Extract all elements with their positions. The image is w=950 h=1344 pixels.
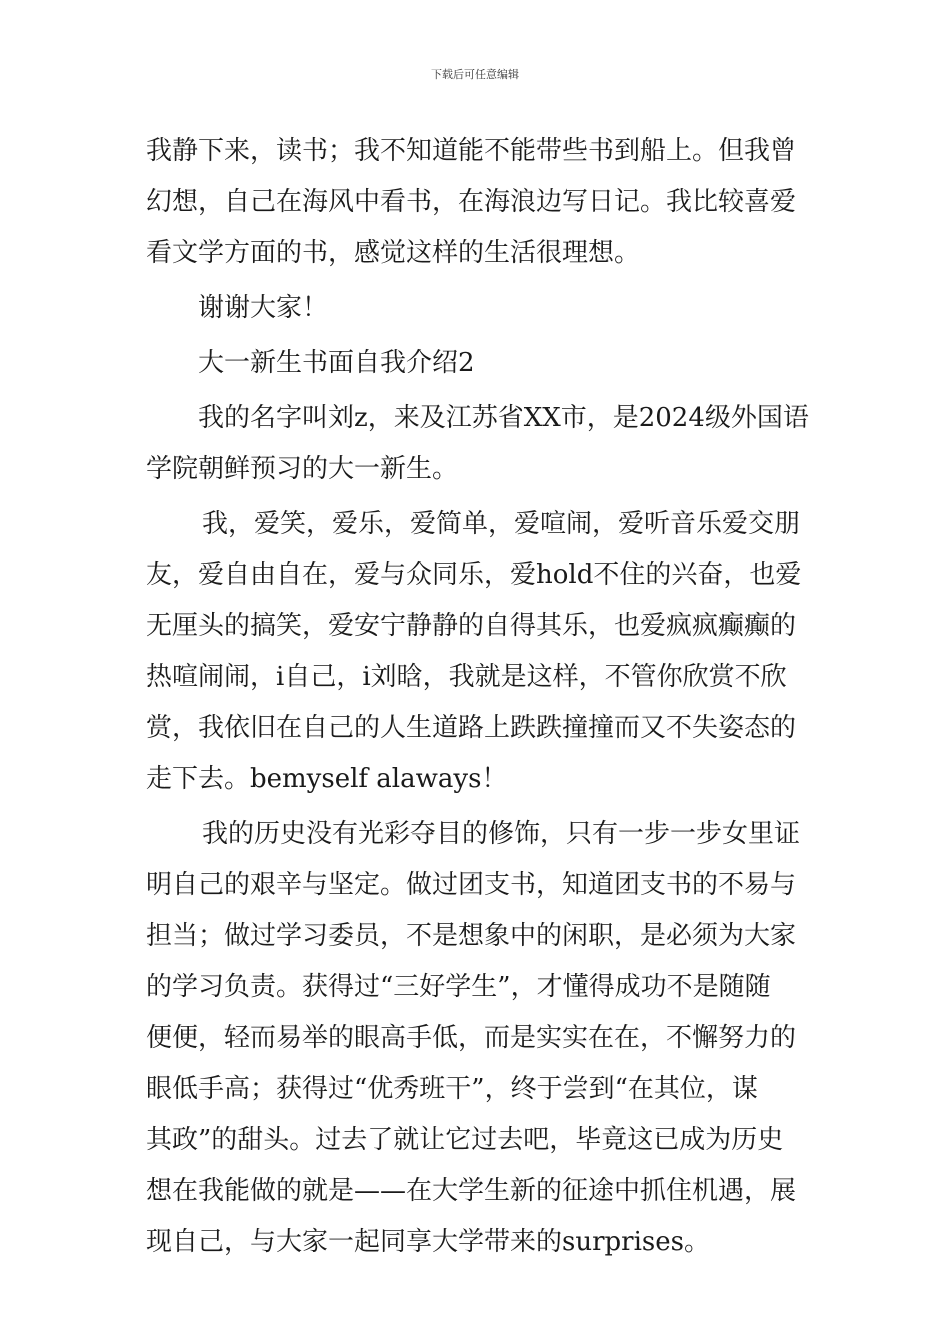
text-line: 眼低手高；获得过“优秀班干”，终于尝到“在其位，谋 [146,1074,758,1104]
document-body [146,126,810,1272]
text-line: 无厘头的搞笑，爱安宁静静的自得其乐，也爱疯疯癫癫的 [146,611,797,641]
text-line: 学院朝鲜预习的大一新生。 [146,454,459,484]
paragraph-personality [146,499,810,805]
text-line: 我的名字叫刘z，来及江苏省XX市，是2024级外国语 [198,403,809,433]
text-line: 担当；做过学习委员，不是想象中的闲职，是必须为大家 [146,921,797,951]
text-line: 想在我能做的就是——在大学生新的征途中抓住机遇，展 [146,1176,797,1206]
text-line: 我，爱笑，爱乐，爱简单，爱喧闹，爱听音乐爱交朋 [202,509,801,539]
paragraph-reading [146,126,810,279]
text-line: 其政”的甜头。过去了就让它过去吧，毕竟这已成为历史 [146,1125,784,1155]
text-line: 便便，轻而易举的眼高手低，而是实实在在，不懈努力的 [146,1023,797,1053]
page-header-note: 下载后可任意编辑 [431,68,519,81]
text-line: 看文学方面的书，感觉这样的生活很理想。 [146,238,641,268]
text-line: 赏，我依旧在自己的人生道路上跌跌撞撞而又不失姿态的 [146,713,797,743]
text-line: 友，爱自由自在，爱与众同乐，爱hold不住的兴奋，也爱 [146,560,802,590]
text-line: 我静下来，读书；我不知道能不能带些书到船上。但我曾 [146,136,797,166]
text-line: 走下去。bemyself alaways！ [146,764,508,794]
text-line: 明自己的艰辛与坚定。做过团支书，知道团支书的不易与 [146,870,797,900]
text-line: 的学习负责。获得过“三好学生”，才懂得成功不是随随 [146,972,771,1002]
text-line: 我的历史没有光彩夺目的修饰，只有一步一步女里证 [202,819,801,849]
section-title: 大一新生书面自我介绍2 [198,348,475,378]
text-line: 现自己，与大家一起同享大学带来的surprises。 [146,1227,710,1257]
paragraph-intro [146,393,810,495]
text-line: 热喧闹闹，i自己，i刘晗，我就是这样，不管你欣赏不欣 [146,662,787,692]
paragraph-thanks: 谢谢大家！ [198,293,329,323]
text-line: 幻想，自己在海风中看书，在海浪边写日记。我比较喜爱 [146,187,797,217]
paragraph-history [146,809,810,1268]
